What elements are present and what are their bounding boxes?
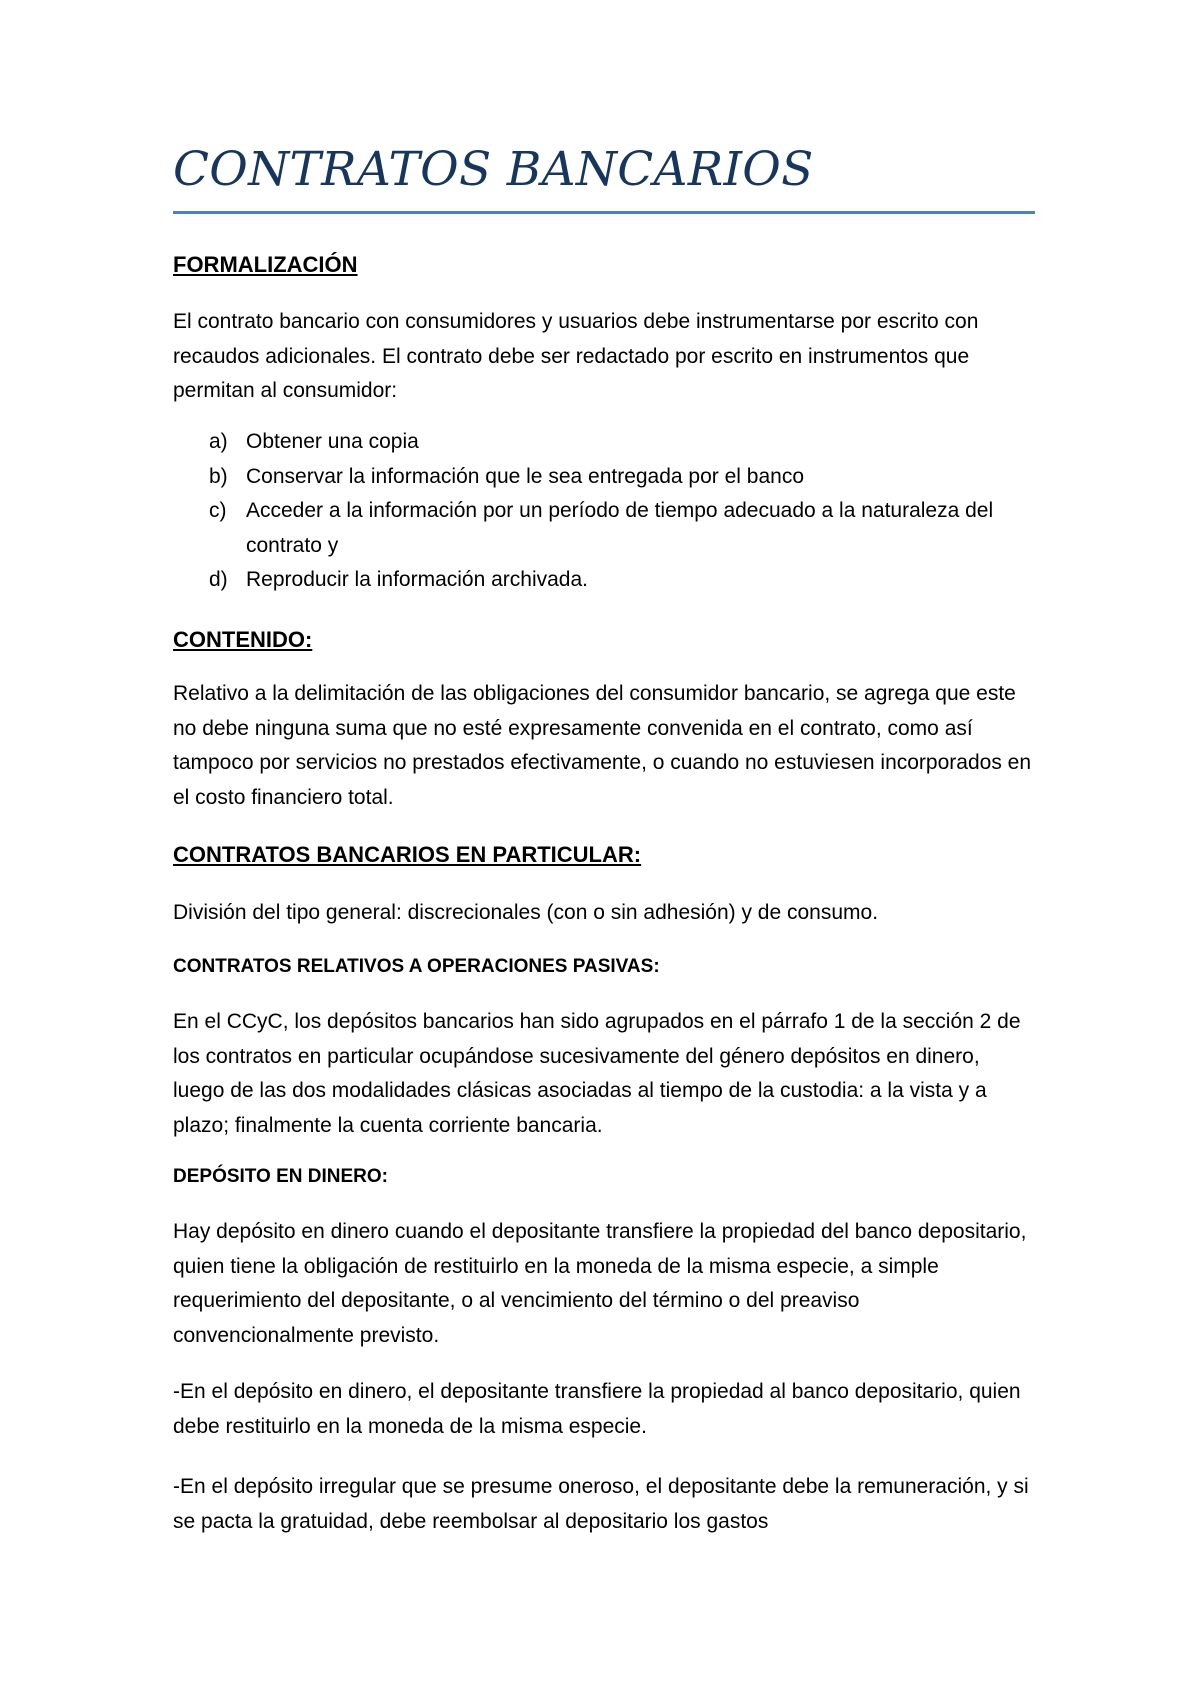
heading-operaciones-pasivas: CONTRATOS RELATIVOS A OPERACIONES PASIVAS: [173, 956, 660, 977]
list-marker: d) [209, 568, 228, 591]
list-item-text: Obtener una copia [246, 430, 419, 453]
requirements-list [173, 425, 1035, 598]
heading-contratos-particular: CONTRATOS BANCARIOS EN PARTICULAR: [173, 842, 642, 867]
list-marker: b) [209, 464, 228, 488]
heading-formalizacion: FORMALIZACIÓN [173, 252, 358, 277]
heading-deposito-dinero: DEPÓSITO EN DINERO: [173, 1166, 389, 1187]
list-item-text: Acceder a la información por un período de tiempo adecuado a la naturaleza del contrato y [246, 499, 994, 557]
list-item [173, 563, 1035, 598]
paragraph-contenido: Relativo a la delimitación de las obligaciones del consumidor bancario, se agrega que este no debe ninguna suma que no esté expresamente convenida en el contrato, como así tampoco por servicios no prestados efectivamente, o cuando no estuviesen incorporados en el costo financiero total. [173, 682, 1032, 809]
list-marker: c) [209, 499, 227, 522]
paragraph-operaciones-pasivas: En el CCyC, los depósitos bancarios han sido agrupados en el párrafo 1 de la sección 2 de los contratos en particular ocupándose sucesivamente del género depósitos en dinero, luego de las dos modalidades clásicas asociadas al tiempo de la custodia: a la vista y a plazo; finalmente la cuenta corriente bancaria. [173, 1010, 1021, 1137]
paragraph-deposito-3: -En el depósito irregular que se presume oneroso, el depositante debe la remuneración, y si se pacta la gratuidad, debe reembolsar al depositario los gastos [173, 1475, 1029, 1533]
list-item-text: Reproducir la información archivada. [246, 568, 588, 591]
list-item [173, 460, 1035, 495]
heading-contenido: CONTENIDO: [173, 627, 313, 652]
list-item-text: Conservar la información que le sea entregada por el banco [246, 464, 805, 488]
paragraph-deposito-1: Hay depósito en dinero cuando el depositante transfiere la propiedad del banco depositario, quien tiene la obligación de restituirlo en la moneda de la misma especie, a simple requerimiento del depositante, o al vencimiento del término o del preaviso convencionalmente previsto. [173, 1220, 1027, 1347]
paragraph-particular: División del tipo general: discrecionales (con o sin adhesión) y de consumo. [173, 901, 879, 924]
document-title: CONTRATOS BANCARIOS [173, 142, 814, 197]
title-underline-rule [173, 211, 1035, 214]
list-item [173, 494, 1035, 563]
list-marker: a) [209, 430, 228, 453]
paragraph-deposito-2: -En el depósito en dinero, el depositante transfiere la propiedad al banco depositario, quien debe restituirlo en la moneda de la misma especie. [173, 1380, 1021, 1438]
list-item [173, 425, 1035, 460]
paragraph-formalizacion: El contrato bancario con consumidores y usuarios debe instrumentarse por escrito con recaudos adicionales. El contrato debe ser redactado por escrito en instrumentos que permitan al consumidor: [173, 310, 979, 402]
